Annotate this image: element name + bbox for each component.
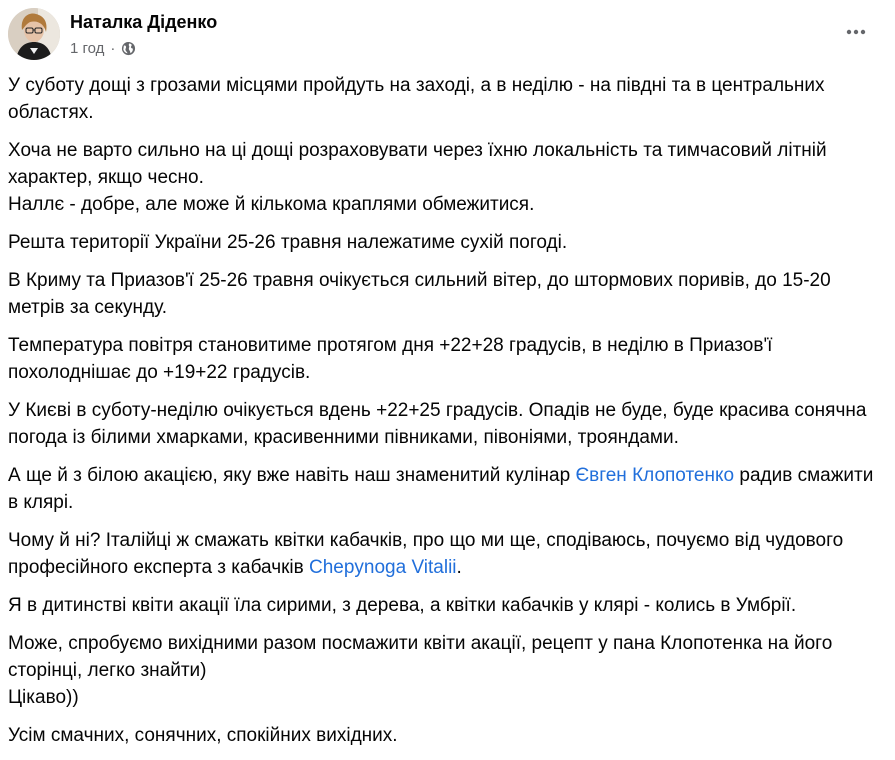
globe-icon[interactable] (121, 41, 136, 56)
post-header (0, 0, 895, 72)
paragraph: Цікаво)) (8, 687, 79, 708)
paragraph: Може, спробуємо вихідними разом посмажити квіти акації, рецепт у пана Клопотенка на його сторінці, легко знайти) (8, 633, 833, 681)
paragraph: Хоча не варто сильно на ці дощі розраховувати через їхню локальність та тимчасовий літній характер, якщо чесно. (8, 140, 827, 188)
post-timestamp[interactable]: 1 год (70, 40, 105, 57)
paragraph-text: . (456, 557, 462, 578)
paragraph: Усім смачних, сонячних, спокійних вихідних. (8, 725, 398, 746)
avatar[interactable] (8, 8, 60, 60)
avatar-photo (8, 8, 60, 60)
paragraph: Наллє - добре, але може й кількома краплями обмежитися. (8, 194, 535, 215)
paragraph: В Криму та Приазов'ї 25-26 травня очікується сильний вітер, до штормових поривів, до 15-20 метрів за секунду. (8, 270, 831, 318)
paragraph-text: Чому й ні? Італійці ж смажать квітки кабачків, про що ми ще, сподіваюсь, почуємо від чудового професійного експерта з кабачків (8, 530, 844, 578)
paragraph (8, 462, 880, 516)
paragraph-text: А ще й з білою акацією, яку вже навіть наш знаменитий кулінар (8, 465, 576, 486)
mention-link-klopotenko[interactable]: Євген Клопотенко (575, 465, 735, 486)
post-body (8, 72, 880, 760)
paragraph: У Києві в суботу-неділю очікується вдень +22+25 градусів. Опадів не буде, буде красива сонячна погода із білими хмарками, красивенними півниками, півоніями, трояндами. (8, 400, 867, 448)
author-name-link[interactable]: Наталка Діденко (70, 12, 218, 32)
post-meta (70, 40, 136, 57)
meta-separator: · (110, 40, 116, 57)
paragraph: У суботу дощі з грозами місцями пройдуть на заході, а в неділю - на півдні та в центральних областях. (8, 75, 825, 123)
paragraph: Решта території України 25-26 травня належатиме сухій погоді. (8, 232, 568, 253)
paragraph-text: радив смажити в клярі. (8, 465, 874, 513)
paragraph: Температура повітря становитиме протягом дня +22+28 градусів, в неділю в Приазов'ї похолоднішає до +19+22 градусів. (8, 335, 773, 383)
more-options-button[interactable] (838, 16, 874, 52)
paragraph (8, 527, 880, 581)
more-horizontal-icon (844, 20, 868, 49)
mention-link-chepynoga[interactable]: Chepynoga Vitalii (309, 557, 457, 578)
paragraph: Я в дитинстві квіти акації їла сирими, з дерева, а квітки кабачків у клярі - колись в Умбрії. (8, 595, 797, 616)
